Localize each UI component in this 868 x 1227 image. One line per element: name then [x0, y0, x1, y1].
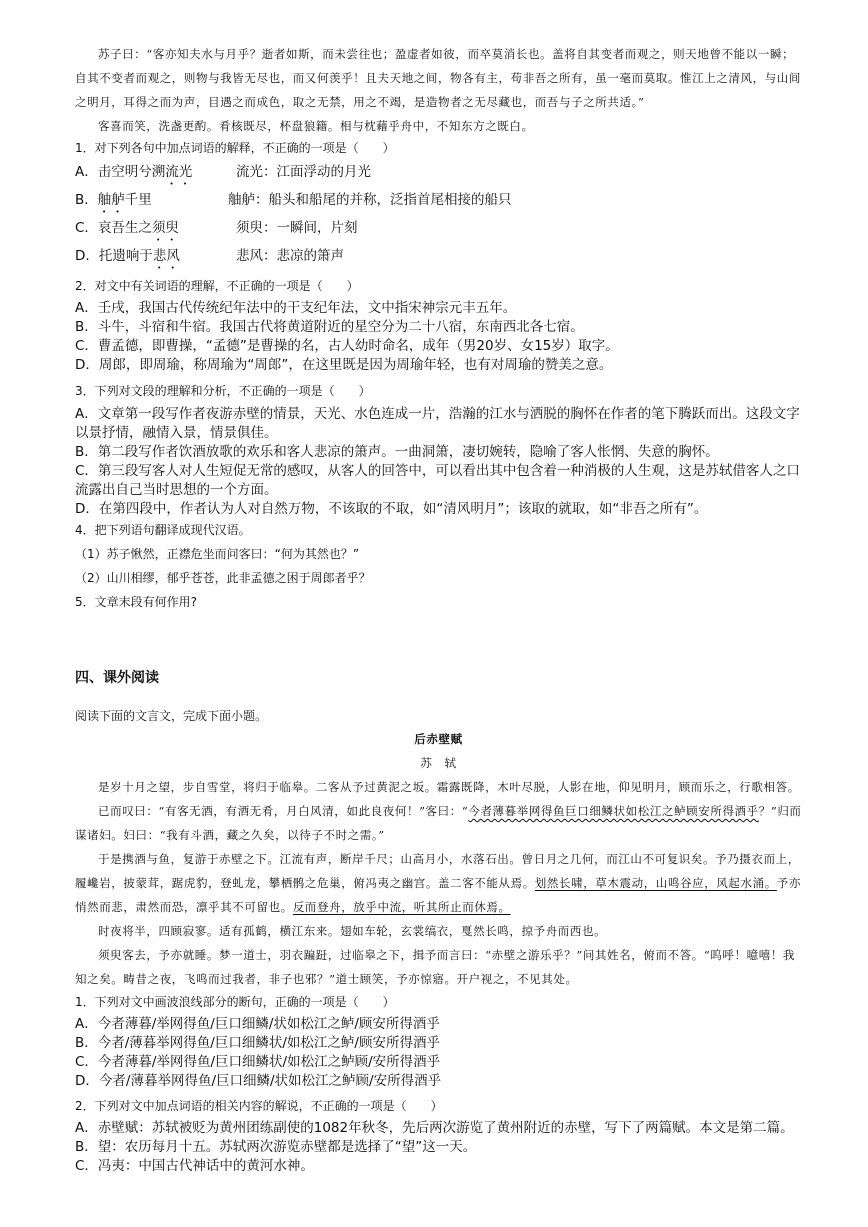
section-4-question-2-stem: 2．下列对文中加点词语的相关内容的解说，不正确的一项是（ ）	[75, 1099, 443, 1113]
section-4-question-2-option-a: A．赤壁赋：苏轼被贬为黄州团练副使的1082年秋冬，先后两次游览了黄州附近的赤壁，写下了两篇赋。本文是第二篇。	[75, 1120, 794, 1136]
section-4-question-2	[75, 1097, 802, 1176]
dotted-word: 须臾	[151, 220, 179, 236]
question-1	[75, 139, 802, 157]
question-4-item-2: （2）山川相缪，郁乎苍苍，此非孟德之困于周郎者乎？	[75, 571, 371, 585]
section-4-question-1	[75, 993, 802, 1091]
passage-1-paragraph-1: 苏子曰：“客亦知夫水与月乎？逝者如斯，而未尝往也；盈虚者如彼，而卒莫消长也。盖将自其变者而观之，则天地曾不能以一瞬；自其不变者而观之，则物与我皆无尽也，而又何羡乎！且夫天地之间，物各有主，苟非吾之所有，虽一毫而莫取。惟江上之清风，与山间之明月，耳得之而为声，目遇之而成色，取之无禁，用之不竭，是造物者之无尽藏也，而吾与子之所共适。”	[75, 47, 801, 109]
section-4-question-1-option-d: D．今者/薄暮举网得鱼/巨口细鳞/状如松江之鲈顾/安所得酒乎	[75, 1073, 442, 1089]
passage-2-paragraph-4: 时夜将半，四顾寂寥。适有孤鹤，横江东来。翅如车轮，玄裳缟衣，戛然长鸣，掠予舟而西也。	[98, 924, 607, 938]
question-1-option-d: D．托遗响于悲风 悲风：悲凉的箫声	[75, 248, 344, 264]
question-3-option-a: A．文章第一段写作者夜游赤壁的情景，天光、水色连成一片，浩瀚的江水与洒脱的胸怀在作者的笔下腾跃而出。这段文字以景抒情，融情入景，情景俱佳。	[75, 406, 800, 441]
passage-title: 后赤壁赋	[414, 732, 463, 746]
question-1-stem: 1．对下列各句中加点词语的解释，不正确的一项是（ ）	[75, 141, 395, 155]
question-4	[75, 521, 802, 617]
question-1-option-c: C．哀吾生之须臾 须臾：一瞬间，片刻	[75, 220, 358, 236]
question-2-stem: 2．对文中有关词语的理解，不正确的一项是（ ）	[75, 279, 359, 293]
question-4-item-1: （1）苏子愀然，正襟危坐而问客曰：“何为其然也？”	[75, 547, 360, 561]
section-heading: 四、课外阅读	[75, 670, 159, 686]
question-2-option-b: B．斗牛，斗宿和牛宿。我国古代将黄道附近的星空分为二十八宿，东南西北各七宿。	[75, 319, 584, 335]
question-1-option-b: B．舳舻千里 舳舻：船头和船尾的并称，泛指首尾相接的船只	[75, 192, 512, 208]
section-4-question-2-option-b: B．望：农历每月十五。苏轼两次游览赤壁都是选择了“望”这一天。	[75, 1139, 477, 1155]
section-4-question-2-option-c: C．冯夷：中国古代神话中的黄河水神。	[75, 1158, 314, 1174]
question-2-option-c: C．曹孟德，即曹操，“孟德”是曹操的名，古人幼时命名，成年（男20岁、女15岁）取字。	[75, 338, 619, 354]
dotted-word: 悲风	[152, 248, 180, 264]
question-2-option-a: A．壬戌，我国古代传统纪年法中的干支纪年法，文中指宋神宗元丰五年。	[75, 300, 517, 316]
section-4-question-1-option-b: B．今者/薄暮举网得鱼/巨口细鳞状/如松江之鲈/顾安所得酒乎	[75, 1035, 440, 1051]
question-3-option-d: D．在第四段中，作者认为人对自然万物，不该取的不取，如“清风明月”；该取的就取，如“非吾之所有”。	[75, 501, 708, 517]
section-4-question-1-stem: 1．下列对文中画波浪线部分的断句，正确的一项是（ ）	[75, 995, 395, 1009]
passage-2	[75, 727, 802, 991]
passage-1-paragraph-2: 客喜而笑，洗盏更酌。肴核既尽，杯盘狼籍。相与枕藉乎舟中，不知东方之既白。	[98, 119, 534, 133]
passage-2-paragraph-3: 于是携酒与鱼，复游于赤壁之下。江流有声，断岸千尺；山高月小，水落石出。曾日月之几何，而江山不可复识矣。予乃摄衣而上，履巉岩，披蒙茸，踞虎豹，登虬龙，攀栖鹘之危巢，俯冯夷之幽宫。盖二客不能从焉。划然长啸，草木震动，山鸣谷应，风起水涌。予亦悄然而悲，肃然而恐，凛乎其不可留也。反而登舟，放乎中流，听其所止而休焉。	[75, 852, 801, 914]
question-3-option-b: B．第二段写作者饮酒放歌的欢乐和客人悲凉的箫声。一曲洞箫，凄切婉转，隐喻了客人怅惘、失意的胸怀。	[75, 444, 719, 460]
section-4-question-1-option-a: A．今者薄暮/举网得鱼/巨口细鳞/状如松江之鲈/顾安所得酒乎	[75, 1016, 440, 1032]
passage-2-paragraph-5: 须臾客去，予亦就睡。梦一道士，羽衣蹁跹，过临皋之下，揖予而言曰：“赤壁之游乐乎？”问其姓名，俯而不答。“呜呼！噫嘻！我知之矣。畴昔之夜，飞鸣而过我者，非子也邪？”道士顾笑，予亦惊寤。开户视之，不见其处。	[75, 948, 796, 986]
question-1-options	[75, 163, 802, 275]
dotted-word: 舳舻	[97, 192, 125, 208]
passage-2-paragraph-1: 是岁十月之望，步自雪堂，将归于临皋。二客从予过黄泥之坂。霜露既降，木叶尽脱，人影在地，仰见明月，顾而乐之，行歌相答。	[98, 780, 800, 794]
question-5-stem: 5．文章末段有何作用?	[75, 595, 198, 609]
question-1-option-a: A．击空明兮溯流光 流光：江面浮动的月光	[75, 164, 371, 180]
dotted-word: 流光	[165, 164, 193, 180]
question-3-option-c: C．第三段写客人对人生短促无常的感叹，从客人的回答中，可以看出其中包含着一种消极的人生观，这是苏轼借客人之口流露出自己当时思想的一个方面。	[75, 463, 800, 498]
question-2-option-d: D．周郎，即周瑜，称周瑜为“周郎”，在这里既是因为周瑜年轻，也有对周瑜的赞美之意。	[75, 357, 613, 373]
question-2	[75, 277, 802, 375]
section-4-intro-wrap	[75, 707, 267, 725]
section-4-question-1-option-c: C．今者薄暮/举网得鱼/巨口细鳞状/如松江之鲈顾/安所得酒乎	[75, 1054, 441, 1070]
question-3-stem: 3．下列对文段的理解和分析，不正确的一项是（ ）	[75, 384, 371, 398]
passage-2-paragraph-2: 已而叹曰：“有客无酒，有酒无肴，月白风清，如此良夜何！”客曰：“今者薄暮举网得鱼巨口细鳞状如松江之鲈顾安所得酒乎？”归而谋诸妇。妇曰：“我有斗酒，藏之久矣，以待子不时之需。”	[75, 804, 802, 842]
passage-author: 苏 轼	[420, 756, 457, 770]
section-intro: 阅读下面的文言文，完成下面小题。	[75, 709, 268, 723]
passage-1	[75, 42, 802, 138]
question-4-stem: 4．把下列语句翻译成现代汉语。	[75, 523, 251, 537]
question-3	[75, 382, 802, 519]
section-4-heading-wrap	[75, 667, 159, 687]
underlined-text: 划然长啸，草木震动，山鸣谷应，风起水涌。	[534, 876, 777, 890]
wavy-underlined-text: 今者薄暮举网得鱼巨口细鳞状如松江之鲈顾安所得酒乎	[468, 804, 759, 818]
underlined-text: 反而登舟，放乎中流，听其所止而休焉。	[292, 900, 511, 914]
